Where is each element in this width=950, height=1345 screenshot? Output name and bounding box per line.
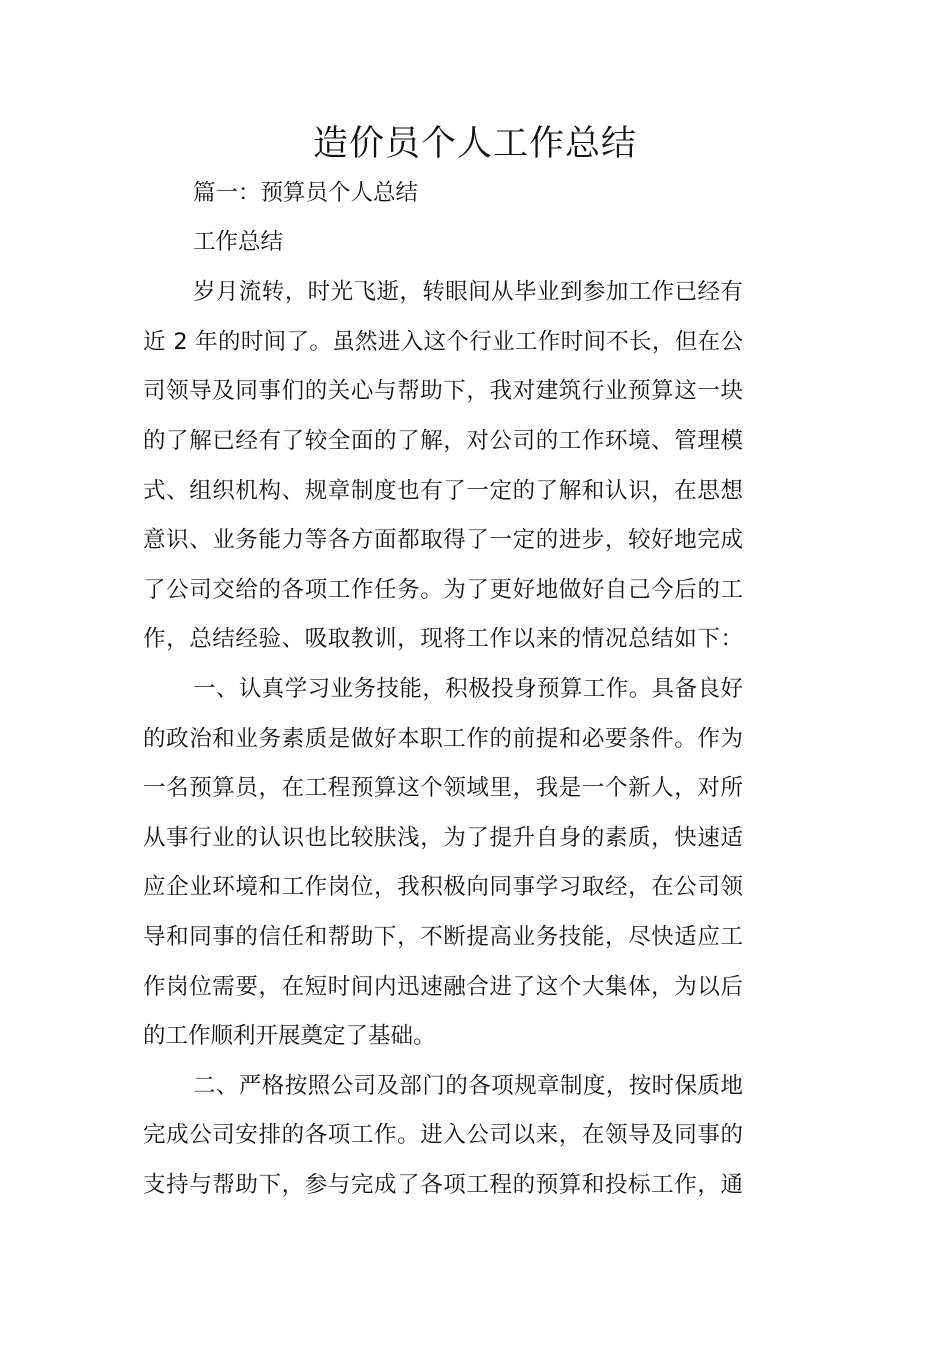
paragraph-line: 岁月流转，时光飞逝，转眼间从毕业到参加工作已经有 [193, 279, 743, 305]
paragraph-line: 应企业环境和工作岗位，我积极向同事学习取经，在公司领 [143, 874, 743, 900]
paragraph-line: 司领导及同事们的关心与帮助下，我对建筑行业预算这一块 [143, 378, 743, 404]
paragraph-line: 的了解已经有了较全面的了解，对公司的工作环境、管理模 [143, 428, 743, 454]
paragraph-line: 一、认真学习业务技能，积极投身预算工作。具备良好 [193, 676, 743, 702]
paragraph-line: 作岗位需要，在短时间内迅速融合进了这个大集体，为以后 [143, 974, 743, 1000]
paragraph-line: 从事行业的认识也比较肤浅，为了提升自身的素质，快速适 [143, 825, 743, 851]
paragraph-line: 一名预算员，在工程预算这个领域里，我是一个新人，对所 [143, 775, 743, 801]
paragraph-line: 的工作顺利开展奠定了基础。 [143, 1023, 436, 1049]
paragraph-line: 作，总结经验、吸取教训，现将工作以来的情况总结如下： [143, 626, 743, 652]
paragraph-line: 意识、业务能力等各方面都取得了一定的进步，较好地完成 [143, 527, 743, 553]
paragraph-line: 近 2 年的时间了。虽然进入这个行业工作时间不长，但在公 [143, 329, 743, 355]
paragraph-line: 导和同事的信任和帮助下，不断提高业务技能，尽快适应工 [143, 924, 743, 950]
paragraph-line: 了公司交给的各项工作任务。为了更好地做好自己今后的工 [143, 577, 743, 603]
section-heading: 工作总结 [193, 229, 284, 255]
paragraph-line: 式、组织机构、规章制度也有了一定的了解和认识，在思想 [143, 478, 743, 504]
document-subtitle: 篇一：预算员个人总结 [193, 180, 419, 206]
paragraph-line: 完成公司安排的各项工作。进入公司以来，在领导及同事的 [143, 1122, 743, 1148]
paragraph-line: 支持与帮助下，参与完成了各项工程的预算和投标工作，通 [143, 1172, 743, 1198]
paragraph-line: 二、严格按照公司及部门的各项规章制度，按时保质地 [193, 1073, 743, 1099]
document-title: 造价员个人工作总结 [312, 124, 637, 164]
paragraph-line: 的政治和业务素质是做好本职工作的前提和必要条件。作为 [143, 726, 743, 752]
